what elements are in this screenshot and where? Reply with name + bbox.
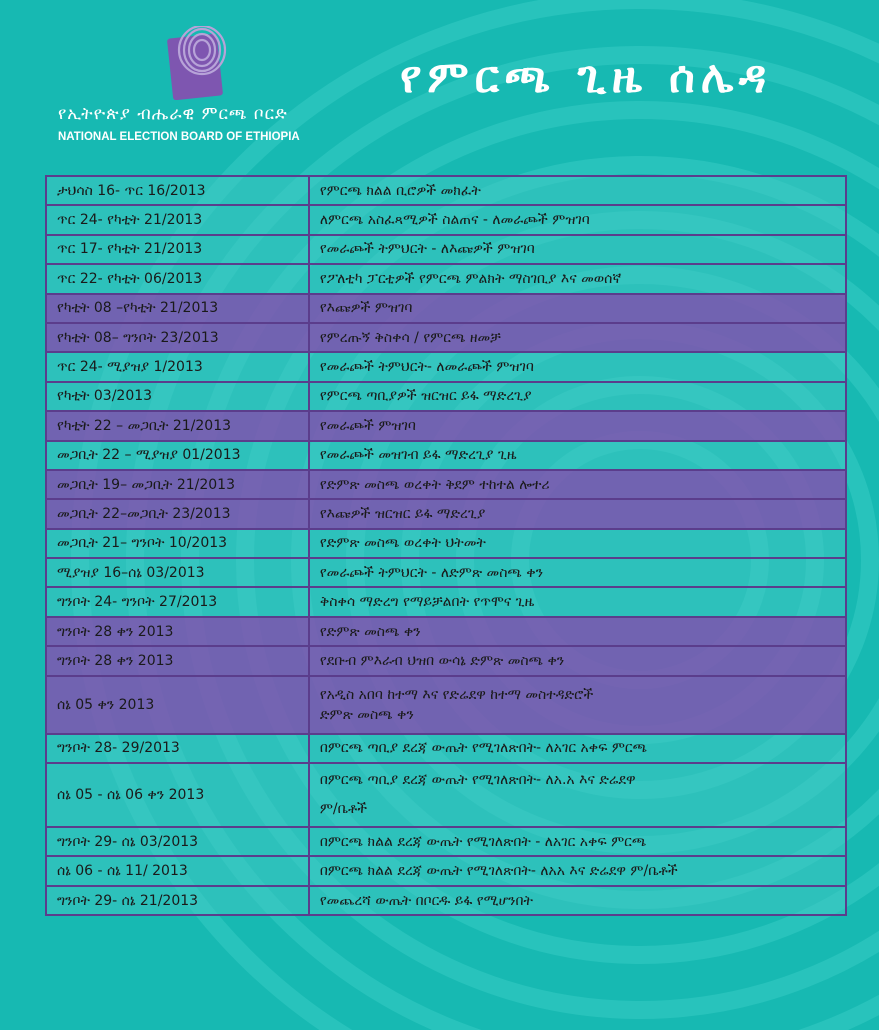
schedule-row bbox=[46, 294, 846, 323]
schedule-date: ጥር 22- የካቲት 06/2013 bbox=[46, 264, 309, 293]
schedule-row bbox=[46, 763, 846, 827]
org-name-english: NATIONAL ELECTION BOARD OF ETHIOPIA bbox=[58, 131, 300, 143]
org-name-amharic: የኢትዮጵያ ብሔራዊ ምርጫ ቦርድ bbox=[58, 104, 288, 124]
schedule-event bbox=[309, 676, 846, 734]
schedule-event-text: የምርጫ ክልል ቢሮዎች መክፈት bbox=[319, 182, 481, 199]
schedule-event-text: የመራጮች መዝገብ ይፋ ማድረጊያ ጊዜ bbox=[319, 447, 517, 464]
schedule-row bbox=[46, 856, 846, 885]
page-title: የምርጫ ጊዜ ሰሌዳ bbox=[400, 52, 773, 103]
schedule-row bbox=[46, 235, 846, 264]
schedule-event-text-line2: ድምጽ መስጫ ቀን bbox=[319, 706, 414, 723]
schedule-event bbox=[309, 176, 846, 205]
schedule-date: መጋቢት 22 – ሚያዝያ 01/2013 bbox=[46, 441, 309, 470]
election-schedule-table bbox=[45, 175, 847, 916]
schedule-event-text: የድምጽ መስጫ ቀን bbox=[319, 623, 421, 640]
schedule-row bbox=[46, 886, 846, 915]
schedule-date: ጥር 24- ሚያዝያ 1/2013 bbox=[46, 352, 309, 381]
schedule-event bbox=[309, 264, 846, 293]
schedule-date: ጥር 24- የካቲት 21/2013 bbox=[46, 205, 309, 234]
schedule-row bbox=[46, 205, 846, 234]
schedule-event-text: ለምርጫ አስፈጻሚዎች ስልጠና - ለመራጮች ምዝገባ bbox=[319, 212, 590, 229]
schedule-event bbox=[309, 323, 846, 352]
schedule-event-text: የደቡብ ምእራብ ህዝበ ውሳኔ ድምጽ መስጫ ቀን bbox=[319, 652, 565, 669]
schedule-row bbox=[46, 617, 846, 646]
schedule-row bbox=[46, 734, 846, 763]
schedule-row bbox=[46, 558, 846, 587]
schedule-row bbox=[46, 323, 846, 352]
schedule-row bbox=[46, 529, 846, 558]
schedule-date: መጋቢት 19– መጋቢት 21/2013 bbox=[46, 470, 309, 499]
schedule-event bbox=[309, 558, 846, 587]
schedule-event-text: የመራጮች ትምህርት - ለእጩዎች ምዝገባ bbox=[319, 241, 535, 258]
schedule-date: መጋቢት 21– ግንቦት 10/2013 bbox=[46, 529, 309, 558]
schedule-event-text: በምርጫ ክልል ደረጃ ውጤት የሚገለጽበት- ለአአ እና ድሬደዋ ም/ቤቶች bbox=[319, 863, 678, 880]
schedule-event bbox=[309, 352, 846, 381]
schedule-date: ጥር 17- የካቲት 21/2013 bbox=[46, 235, 309, 264]
schedule-date: ሚያዝያ 16–ሰኔ 03/2013 bbox=[46, 558, 309, 587]
schedule-date: ግንቦት 28 ቀን 2013 bbox=[46, 617, 309, 646]
schedule-event-text: የመጨረሻ ውጤት በቦርዱ ይፋ የሚሆንበት bbox=[319, 892, 533, 909]
schedule-event bbox=[309, 886, 846, 915]
page-header bbox=[0, 0, 879, 172]
schedule-date: ግንቦት 29- ሰኔ 21/2013 bbox=[46, 886, 309, 915]
schedule-event-text: በምርጫ ጣቢያ ደረጃ ውጤት የሚገለጽበት- ለአገር አቀፍ ምርጫ bbox=[319, 740, 648, 757]
schedule-date: የካቲት 08– ግንቦት 23/2013 bbox=[46, 323, 309, 352]
schedule-date: ሰኔ 06 - ሰኔ 11/ 2013 bbox=[46, 856, 309, 885]
schedule-date: ሰኔ 05 - ሰኔ 06 ቀን 2013 bbox=[46, 763, 309, 827]
schedule-event bbox=[309, 856, 846, 885]
schedule-event-text: ቅስቀሳ ማድረግ የማይቻልበት የጥሞና ጊዜ bbox=[319, 594, 535, 611]
schedule-event-text: የድምጽ መስጫ ወረቀት ቅደም ተከተል ሎተሪ bbox=[319, 476, 550, 493]
schedule-date: ግንቦት 28 ቀን 2013 bbox=[46, 646, 309, 675]
schedule-row bbox=[46, 470, 846, 499]
schedule-event bbox=[309, 499, 846, 528]
schedule-date: የካቲት 22 – መጋቢት 21/2013 bbox=[46, 411, 309, 440]
schedule-date: ግንቦት 29- ሰኔ 03/2013 bbox=[46, 827, 309, 856]
schedule-row bbox=[46, 441, 846, 470]
schedule-event bbox=[309, 294, 846, 323]
schedule-event bbox=[309, 470, 846, 499]
schedule-row bbox=[46, 499, 846, 528]
schedule-row bbox=[46, 382, 846, 411]
schedule-event bbox=[309, 382, 846, 411]
schedule-event bbox=[309, 441, 846, 470]
schedule-event bbox=[309, 827, 846, 856]
schedule-row bbox=[46, 646, 846, 675]
schedule-event-text: የእጩዎች ዝርዝር ይፋ ማድረጊያ bbox=[319, 505, 486, 522]
schedule-date: ግንቦት 24- ግንቦት 27/2013 bbox=[46, 587, 309, 616]
ballot-fingerprint-logo-icon bbox=[164, 26, 244, 100]
schedule-event bbox=[309, 235, 846, 264]
schedule-event bbox=[309, 646, 846, 675]
schedule-event-text: የምረጡኝ ቅስቀሳ / የምርጫ ዘመቻ bbox=[319, 329, 501, 346]
schedule-event bbox=[309, 411, 846, 440]
schedule-date: መጋቢት 22–መጋቢት 23/2013 bbox=[46, 499, 309, 528]
schedule-event-text: የመራጮች ትምህርት - ለድምጽ መስጫ ቀን bbox=[319, 564, 544, 581]
schedule-event bbox=[309, 587, 846, 616]
schedule-date: ታህሳስ 16- ጥር 16/2013 bbox=[46, 176, 309, 205]
schedule-event-text: የአዲስ አበባ ከተማ እና የድሬደዋ ከተማ መስተዳድሮች bbox=[319, 686, 594, 703]
schedule-event bbox=[309, 734, 846, 763]
schedule-row bbox=[46, 827, 846, 856]
schedule-date: የካቲት 08 –የካቲት 21/2013 bbox=[46, 294, 309, 323]
schedule-row bbox=[46, 676, 846, 734]
schedule-event bbox=[309, 529, 846, 558]
schedule-event-text: የድምጽ መስጫ ወረቀት ህትመት bbox=[319, 535, 486, 552]
schedule-date: ግንቦት 28- 29/2013 bbox=[46, 734, 309, 763]
schedule-event-text: የመራጮች ምዝገባ bbox=[319, 417, 416, 434]
schedule-event-text: የፖለቲካ ፓርቲዎች የምርጫ ምልክት ማስገቢያ እና መወሰኛ bbox=[319, 270, 622, 287]
schedule-row bbox=[46, 411, 846, 440]
schedule-event bbox=[309, 617, 846, 646]
schedule-event-text: የእጩዎች ምዝገባ bbox=[319, 300, 413, 317]
schedule-event-text: የመራጮች ትምህርት- ለመራጮች ምዝገባ bbox=[319, 359, 534, 376]
schedule-row bbox=[46, 352, 846, 381]
schedule-date: የካቲት 03/2013 bbox=[46, 382, 309, 411]
schedule-event-text: በምርጫ ክልል ደረጃ ውጤት የሚገለጽበት - ለአገር አቀፍ ምርጫ bbox=[319, 833, 647, 850]
schedule-row bbox=[46, 587, 846, 616]
schedule-row bbox=[46, 264, 846, 293]
schedule-event-text-line2: ም/ቤቶች bbox=[319, 801, 368, 818]
schedule-event-text: በምርጫ ጣቢያ ደረጃ ውጤት የሚገለጽበት- ለአ.አ እና ድሬደዋ bbox=[319, 772, 636, 789]
schedule-event bbox=[309, 205, 846, 234]
schedule-row bbox=[46, 176, 846, 205]
schedule-date: ሰኔ 05 ቀን 2013 bbox=[46, 676, 309, 734]
schedule-event bbox=[309, 763, 846, 827]
schedule-event-text: የምርጫ ጣቢያዎች ዝርዝር ይፋ ማድረጊያ bbox=[319, 388, 532, 405]
